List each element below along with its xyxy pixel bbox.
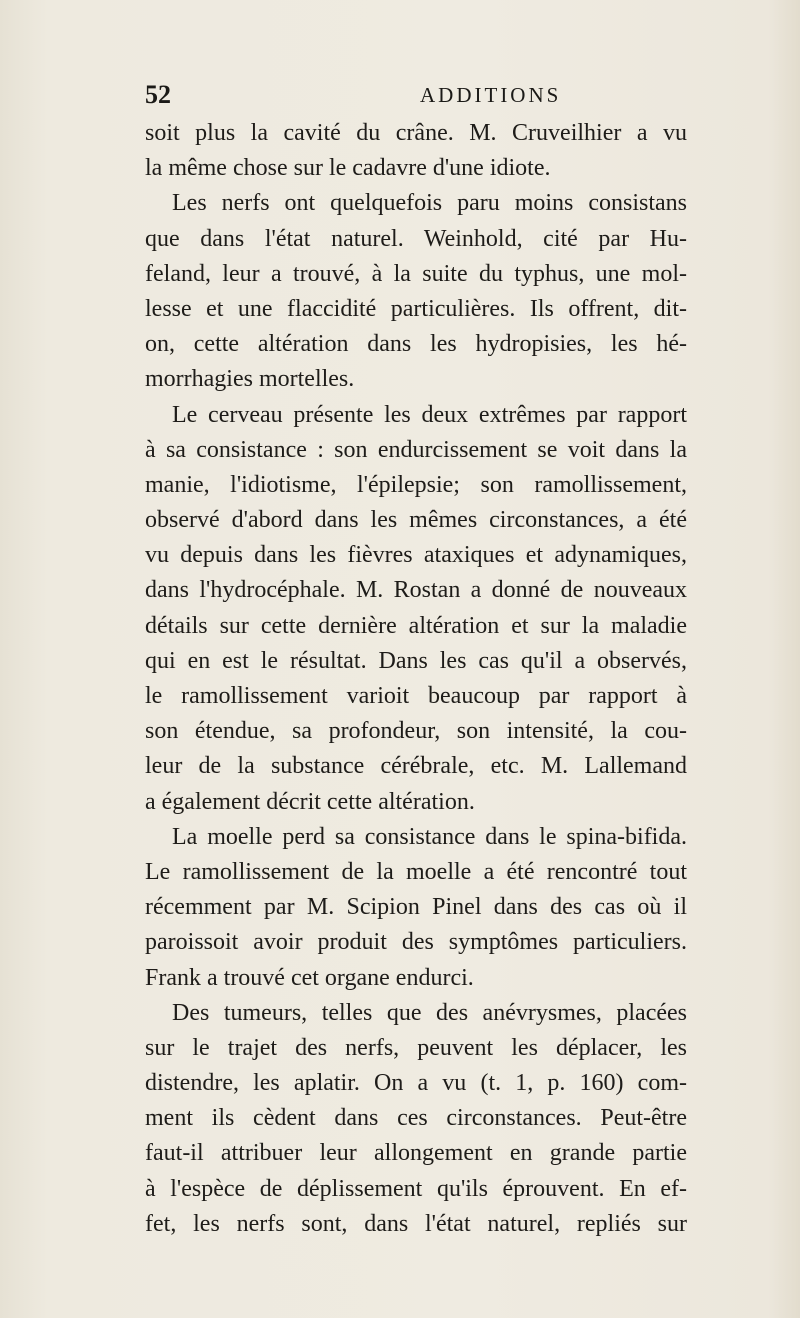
body-text bbox=[145, 116, 687, 1242]
text-line: Les nerfs ont quelquefois paru moins consistans bbox=[172, 190, 687, 217]
text-line: Le cerveau présente les deux extrêmes par rapport bbox=[172, 401, 687, 428]
text-line: a également décrit cette altération. bbox=[145, 788, 475, 815]
text-line: leur de la substance cérébrale, etc. M. Lallemand bbox=[145, 753, 687, 780]
text-line: à sa consistance : son endurcissement se voit dans la bbox=[145, 436, 687, 463]
text-line: morrhagies mortelles. bbox=[145, 366, 355, 393]
text-line: manie, l'idiotisme, l'épilepsie; son ramollissement, bbox=[145, 471, 687, 498]
text-line: à l'espèce de déplissement qu'ils éprouvent. En ef- bbox=[145, 1175, 687, 1202]
text-line: qui en est le résultat. Dans les cas qu'il a observés, bbox=[145, 647, 687, 674]
text-line: sur le trajet des nerfs, peuvent les déplacer, les bbox=[145, 1034, 687, 1061]
text-line: Le ramollissement de la moelle a été rencontré tout bbox=[145, 858, 687, 885]
text-line: vu depuis dans les fièvres ataxiques et adynamiques, bbox=[145, 542, 687, 569]
text-line: dans l'hydrocéphale. M. Rostan a donné de nouveaux bbox=[145, 577, 687, 604]
page-header bbox=[145, 76, 687, 116]
text-line: La moelle perd sa consistance dans le spina-bifida. bbox=[172, 823, 687, 850]
text-line: Des tumeurs, telles que des anévrysmes, placées bbox=[172, 999, 687, 1026]
text-line: que dans l'état naturel. Weinhold, cité par Hu- bbox=[145, 225, 687, 252]
text-line: son étendue, sa profondeur, son intensité, la cou- bbox=[145, 718, 687, 745]
text-line: on, cette altération dans les hydropisies, les hé- bbox=[145, 331, 687, 358]
text-line: détails sur cette dernière altération et sur la maladie bbox=[145, 612, 687, 639]
text-line: Frank a trouvé cet organe endurci. bbox=[145, 964, 474, 991]
text-line: observé d'abord dans les mêmes circonstances, a été bbox=[145, 507, 687, 534]
text-line: ment ils cèdent dans ces circonstances. Peut-être bbox=[145, 1105, 687, 1132]
page-number: 52 bbox=[145, 80, 171, 109]
text-line: la même chose sur le cadavre d'une idiote. bbox=[145, 155, 551, 182]
text-line: soit plus la cavité du crâne. M. Cruveilhier a vu bbox=[145, 120, 687, 146]
text-line: récemment par M. Scipion Pinel dans des cas où il bbox=[145, 894, 687, 921]
text-line: paroissoit avoir produit des symptômes particuliers. bbox=[145, 929, 687, 956]
text-line: faut-il attribuer leur allongement en grande partie bbox=[145, 1140, 687, 1167]
text-line: feland, leur a trouvé, à la suite du typhus, une mol- bbox=[145, 260, 687, 287]
text-line: fet, les nerfs sont, dans l'état naturel, repliés sur bbox=[145, 1210, 687, 1237]
text-line: lesse et une flaccidité particulières. Ils offrent, dit- bbox=[145, 295, 687, 322]
running-head: ADDITIONS bbox=[420, 83, 562, 107]
text-line: le ramollissement varioit beaucoup par rapport à bbox=[145, 683, 687, 709]
text-line: distendre, les aplatir. On a vu (t. 1, p. 160) com- bbox=[145, 1070, 687, 1097]
